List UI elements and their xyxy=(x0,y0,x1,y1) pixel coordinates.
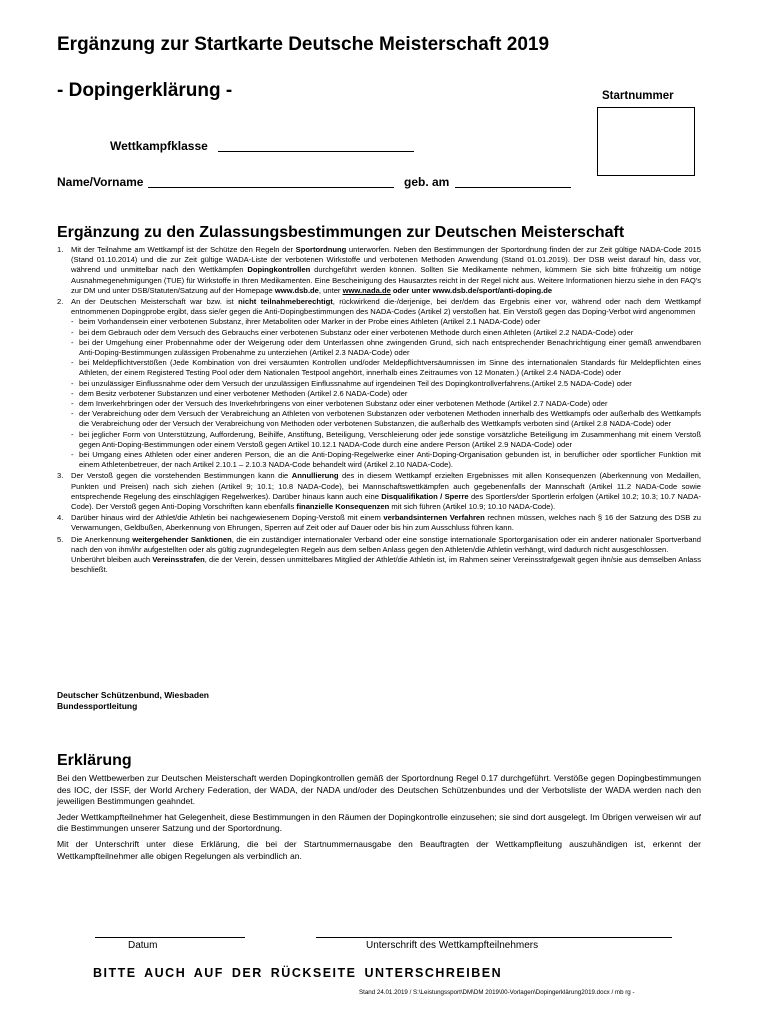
unterschrift-field[interactable] xyxy=(316,937,672,938)
list-subitem: - dem Besitz verbotener Substanzen und einer verbotener Methoden (Artikel 2.6 NADA-Code) oder xyxy=(71,388,408,398)
list-item xyxy=(57,297,701,470)
zulassung-list xyxy=(57,245,701,577)
name-field[interactable] xyxy=(148,187,394,188)
list-item-number: 3. xyxy=(57,471,64,481)
list-item xyxy=(57,471,701,512)
list-subitem: - beim Vorhandensein einer verbotenen Substanz, ihrer Metaboliten oder Marker in der Probe eines Athleten (Artikel 2.1 NADA-Code) oder xyxy=(71,317,541,327)
list-item-text: Mit der Teilnahme am Wettkampf ist der Schütze den Regeln der Sportordnung unterworfen. Neben den Bestimmungen der Sportordnung finden der zur Zeit gültige NADA-Code 2015 (Stand 01.10.2014) und die zur Zeit gültige WADA-Liste der verbotenen Wirkstoffe und verbotenen Methoden Anwendung (Stand 01.01.2019). Der DSB weist darauf hin, dass vor, während und unmittelbar nach den Wettkämpfen Dopingkontrollen durchgeführt werden können. Sollten Sie Medikamente nehmen, kümmern Sie sich bitte frühzeitig um nötige Ausnahmegenehmigungen (TUE) für Wirkstoffe in Ihren Medikamenten. Eine Bescheinigung des Hausarztes reicht in der Regel nicht aus. Weitere Informationen hierzu siehe in den FAQ's zur DM und unter DSB/Statuten/Satzung auf der Homepage www.dsb.de, unter www.nada.de oder unter www.dsb.de/sport/anti-doping.de xyxy=(71,245,701,295)
list-item-number: 4. xyxy=(57,513,64,523)
erklaerung-text xyxy=(57,773,701,866)
list-subitem: - dem Inverkehrbringen oder der Versuch des Inverkehrbringens von einer verbotenen Substanz oder einer verbotenen Methode (Artikel 2.7 NADA-Code) oder xyxy=(71,399,608,409)
rueckseite-hinweis: BITTE AUCH AUF DER RÜCKSEITE UNTERSCHREIBEN xyxy=(93,966,503,980)
name-label: Name/Vorname xyxy=(57,175,144,189)
page-title: Ergänzung zur Startkarte Deutsche Meisterschaft 2019 xyxy=(57,34,550,55)
wettkampfklasse-label: Wettkampfklasse xyxy=(110,139,208,153)
list-subitem: - bei unzulässiger Einflussnahme oder dem Versuch der unzulässigen Einflussnahme auf irgendeinen Teil des Dopingkontrollverfahrens.(Artikel 2.5 NADA-Code) oder xyxy=(71,378,632,388)
list-item xyxy=(57,513,701,533)
erklaerung-paragraph: Jeder Wettkampfteilnehmer hat Gelegenheit, diese Bestimmungen in den Räumen der Dopingkontrolle einzusehen; sie sind dort ausgelegt. Im Übrigen verweisen wir auf die Bestimmungen unserer Satzung und der Sportordnung. xyxy=(57,811,701,834)
list-subitem: - bei dem Gebrauch oder dem Versuch des Gebrauchs einer verbotenen Substanz oder einer verbotenen Methode durch einen Athleten (Artikel 2.2 NADA-Code) oder xyxy=(71,327,634,337)
list-subitem: - bei der Umgehung einer Probennahme oder der Weigerung oder dem Unterlassen ohne zwingenden Grund, sich nach entsprechender Benachrichtigung einer gemäß anwendbaren Anti-Doping-Bestimmungen zulässigen Probenahme zu unterziehen (Artikel 2.3 NADA-Code) oder xyxy=(71,337,701,358)
document-footer: Stand 24.01.2019 / S:\Leistungssport\DM\DM 2019\00-Vorlagen\Dopingerklärung2019.docx / mb rg - xyxy=(359,989,635,996)
list-item-extra: Unberührt bleiben auch Vereinsstrafen, die der Verein, dessen unmittelbares Mitglied der Athlet/die Athletin ist, im Rahmen seiner Vereinsstrafgewalt gegen ihn/sie aus demselben Anlass beschließt. xyxy=(71,555,701,575)
organisation-department: Bundessportleitung xyxy=(57,701,138,711)
list-item-number: 5. xyxy=(57,534,64,544)
list-subitem: - bei Meldepflichtverstößen (Jede Kombination von drei versäumten Kontrollen und/oder Meldepflichtversäumnissen im Sinne des internationalen Standards für Meldepflichten eines Athleten, der einem Registered Testing Pool oder dem Nationalen Testpool angehört, innerhalb eines Zeitraumes von 12 Monaten.) (Artikel 2.4 NADA-Code) oder xyxy=(71,358,701,378)
section-heading-zulassung: Ergänzung zu den Zulassungsbestimmungen zur Deutschen Meisterschaft xyxy=(57,224,625,241)
list-item-text: Darüber hinaus wird der Athlet/die Athletin bei nachgewiesenem Doping-Verstoß mit einem verbandsinternen Verfahren rechnen müssen, welches nach § 16 der Satzung des DSB zu Verwarnungen, Geldbußen, Aberkennung von Ehrungen, Sperren auf Zeit oder auf Dauer oder bis hin zum Ausschluss führen kann. xyxy=(71,513,701,533)
unterschrift-label: Unterschrift des Wettkampfteilnehmers xyxy=(366,940,539,951)
list-item xyxy=(57,535,701,576)
erklaerung-paragraph: Mit der Unterschrift unter diese Erklärung, die bei der Startnummernausgabe den Beauftragten der Wettkampfleitung auszuhändigen ist, erkennt der Wettkampfteilnehmer alle obigen Regelungen als verbindlich an. xyxy=(57,838,701,861)
datum-label: Datum xyxy=(128,940,158,951)
startnummer-label: Startnummer xyxy=(602,90,674,102)
list-subitem: - der Verabreichung oder dem Versuch der Verabreichung an Athleten von verbotenen Substanzen oder verbotenen Methoden innerhalb des Wettkampfs oder außerhalb des Wettkampfs die Verabreichung oder der Versuch der Verabreichung von Methoden oder verbotenen Substanzen, die außerhalb des Wettkampfs verboten sind (Artikel 2.8 NADA-Code) oder xyxy=(71,409,701,429)
wettkampfklasse-field[interactable] xyxy=(218,151,414,152)
page-subtitle: - Dopingerklärung - xyxy=(57,80,233,101)
erklaerung-paragraph: Bei den Wettbewerben zur Deutschen Meisterschaft werden Dopingkontrollen gemäß der Sportordnung Regel 0.17 durchgeführt. Verstöße gegen Dopingbestimmungen des IOC, der ISSF, der World Archery Federation, der WADA, der NADA und/oder des Deutschen Schützenbundes und der Verbotsliste der WADA werden nach den jeweiligen Bestimmungen geahndet. xyxy=(57,773,701,807)
list-item xyxy=(57,245,701,296)
geb-label: geb. am xyxy=(404,175,450,189)
list-item-text: An der Deutschen Meisterschaft war bzw. ist nicht teilnahmeberechtigt, rückwirkend die-/derjenige, bei der/dem das Ergebnis einer vor, während oder nach dem Wettkampf entnommenen Dopingprobe ergibt, dass sie/er gegen die Anti-Dopingbestimmungen des NADA-Codes (Artikel 2) verstoßen hat. Ein Verstoß gegen das Doping-Verbot wird angenommen - beim Vorhandensein einer verbotenen Substanz, ihrer Metaboliten oder Marker in der Probe eines Athleten (Artikel 2.1 NADA-Code) oder - bei dem Gebrauch oder dem Versuch des Gebrauchs einer verbotenen Substanz oder einer verbotenen Methode durch einen Athleten (Artikel 2.2 NADA-Code) oder - bei der Umgehung einer Probennahme oder der Weigerung oder dem Unterlassen ohne zwingenden Grund, sich nach entsprechender Benachrichtigung einer gemäß anwendbaren Anti-Doping-Bestimmungen zulässigen Probenahme zu unterziehen (Artikel 2.3 NADA-Code) oder - bei Meldepflichtverstößen (Jede Kombination von drei versäumten Kontrollen und/oder Meldepflichtversäumnissen im Sinne des internationalen Standards für Meldepflichten eines Athleten, der einem Registered Testing Pool oder dem Nationalen Testpool angehört, innerhalb eines Zeitraumes von 12 Monaten.) (Artikel 2.4 NADA-Code) oder - bei unzulässiger Einflussnahme oder dem Versuch der unzulässigen Einflussnahme auf irgendeinen Teil des Dopingkontrollverfahrens.(Artikel 2.5 NADA-Code) oder - dem Besitz verbotener Substanzen und einer verbotener Methoden (Artikel 2.6 NADA-Code) oder - dem Inverkehrbringen oder der Versuch des Inverkehrbringens von einer verbotenen Substanz oder einer verbotenen Methode (Artikel 2.7 NADA-Code) oder - der Verabreichung oder dem Versuch der Verabreichung an Athleten von verbotenen Substanzen oder verbotenen Methoden innerhalb des Wettkampfs oder außerhalb des Wettkampfs die Verabreichung oder der Versuch der Verabreichung von Methoden oder verbotenen Substanzen, die außerhalb des Wettkampfs verboten sind (Artikel 2.8 NADA-Code) oder - bei jeglicher Form von Unterstützung, Aufforderung, Beihilfe, Anstiftung, Beteiligung, Verschleierung oder jede sonstige vorsätzliche Beteiligung im Zusammenhang mit einem Verstoß gegen Anti-Doping-Bestimmungen oder einem Verstoß gegen Artikel 10.12.1 NADA-Code durch eine andere Person (Artikel 2.9 NADA-Code) oder - bei Umgang eines Athleten oder einer anderen Person, die an die Anti-Doping-Regelwerke einer Anti-Doping-Organisation gebunden ist, in beruflicher oder sportlicher Funktion mit einem Athletenbetreuer, der nach Artikel 2.10.1 – 2.10.3 NADA-Code behandelt wird (Artikel 2.10 NADA-Code). xyxy=(71,297,702,470)
datum-field[interactable] xyxy=(95,937,245,938)
section-heading-erklaerung: Erklärung xyxy=(57,752,132,769)
startnummer-box[interactable] xyxy=(597,107,695,176)
list-item-number: 2. xyxy=(57,297,64,307)
list-item-number: 1. xyxy=(57,245,64,254)
geb-field[interactable] xyxy=(455,187,571,188)
organisation-name: Deutscher Schützenbund, Wiesbaden xyxy=(57,690,209,700)
list-item-text: Der Verstoß gegen die vorstehenden Bestimmungen kann die Annullierung des in diesem Wettkampf erzielten Ergebnisses mit allen Konsequenzen (Aberkennung von Medaillen, Punkten und Preisen) nach sich ziehen (Artikel 9; 10.1; 10.8 NADA-Code), bei Mannschaftswettkämpfen auch gegebenenfalls der Mannschaft (Artikel 11.2 NADA-Code sowie entsprechende Regelung des einschlägigen Regelwerkes). Darüber hinaus kann auch eine Disqualifikation / Sperre des Sportlers/der Sportlerin erfolgen (Artikel 10.2; 10.3; 10.7 NADA-Code). Der Verstoß gegen Anti-Doping Vorschriften kann ebenfalls finanzielle Konsequenzen mit sich führen (Artikel 10.9; 10.10 NADA-Code). xyxy=(71,471,701,512)
organisation-block xyxy=(57,690,209,712)
list-item-text: Die Anerkennung weitergehender Sanktionen, die ein zuständiger internationaler Verband oder eine sonstige internationale Sportorganisation oder ein anderer nationaler Sportverband nach den von ihm/ihr aufgestellten oder als gültig zugrundegelegten Regeln aus dem selben Anlass gegen den Athleten/die Athletin verhängt, wird dadurch nicht ausgeschlossen. Unberührt bleiben auch Vereinsstrafen, die der Verein, dessen unmittelbares Mitglied der Athlet/die Athletin ist, im Rahmen seiner Vereinsstrafgewalt gegen ihn/sie aus demselben Anlass beschließt. xyxy=(71,534,701,575)
list-subitem: - bei jeglicher Form von Unterstützung, Aufforderung, Beihilfe, Anstiftung, Beteiligung, Verschleierung oder jede sonstige vorsätzliche Beteiligung im Zusammenhang mit einem Verstoß gegen Anti-Doping-Bestimmungen oder einem Verstoß gegen Artikel 10.12.1 NADA-Code durch eine andere Person (Artikel 2.9 NADA-Code) oder xyxy=(71,429,701,449)
list-subitem: - bei Umgang eines Athleten oder einer anderen Person, die an die Anti-Doping-Regelwerke einer Anti-Doping-Organisation gebunden ist, in beruflicher oder sportlicher Funktion mit einem Athletenbetreuer, der nach Artikel 2.10.1 – 2.10.3 NADA-Code behandelt wird (Artikel 2.10 NADA-Code). xyxy=(71,450,701,470)
